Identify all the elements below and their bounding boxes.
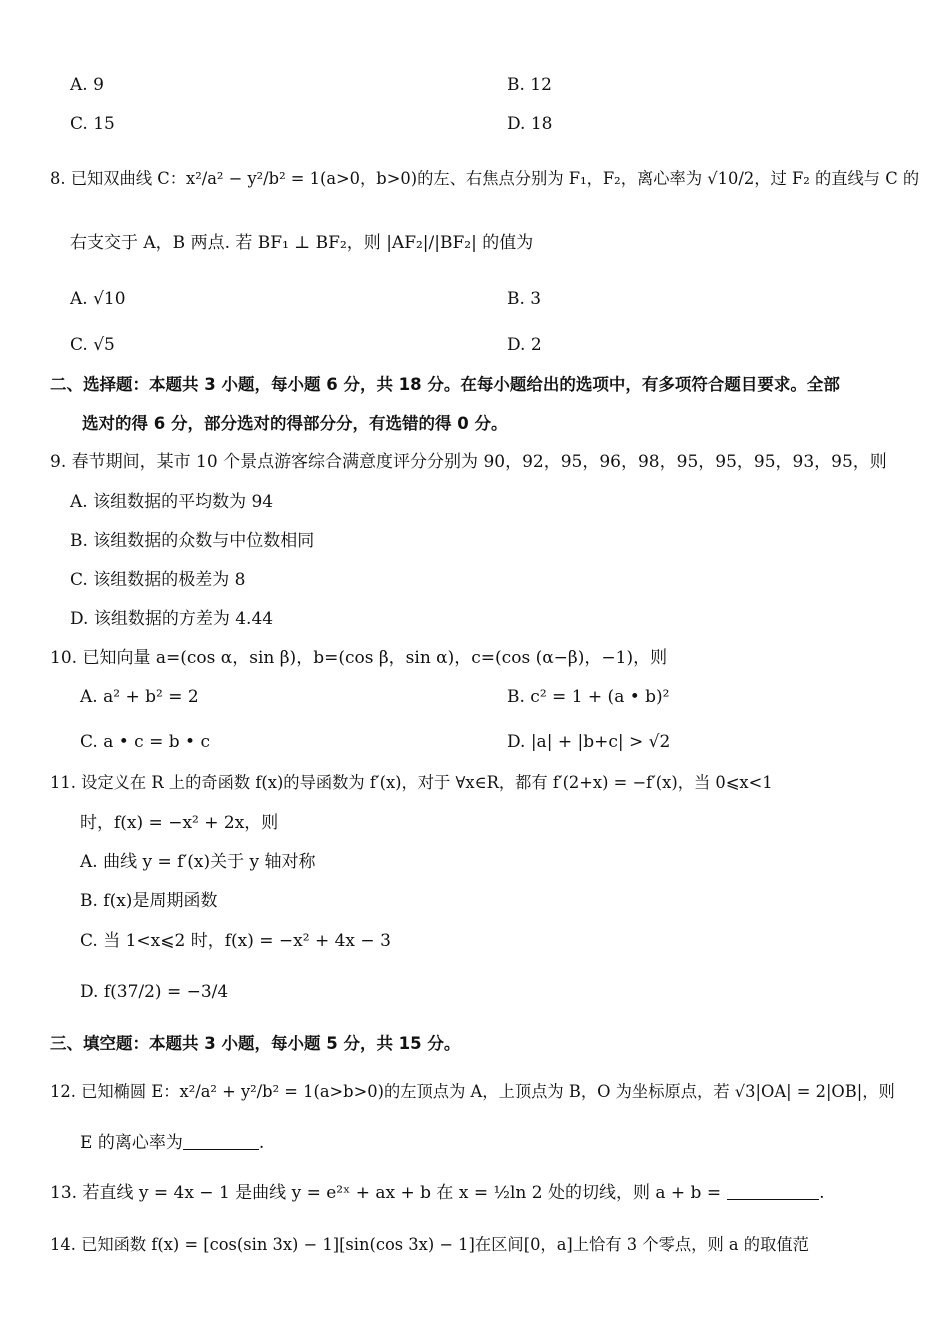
q11-option-c: C. 当 1<x⩽2 时，f(x) = −x² + 4x − 3 (80, 931, 391, 951)
q12-stem-line2 (80, 1130, 264, 1156)
q10-option-b: B. c² = 1 + (a • b)² (507, 687, 670, 707)
q9-option-a: A. 该组数据的平均数为 94 (70, 492, 274, 512)
q12-stem-text: E 的离心率为 (80, 1133, 183, 1153)
q11-option-d: D. f(37/2) = −3/4 (80, 982, 229, 1002)
q8-option-a: A. √10 (70, 289, 126, 309)
q8-stem-line2: 右支交于 A，B 两点. 若 BF₁ ⊥ BF₂，则 |AF₂|/|BF₂| 的值为 (70, 233, 534, 253)
q8-option-c: C. √5 (70, 335, 115, 355)
q9-option-b: B. 该组数据的众数与中位数相同 (70, 531, 315, 551)
section3-heading: 三、填空题：本题共 3 小题，每小题 5 分，共 15 分。 (50, 1034, 461, 1053)
section2-heading-line1: 二、选择题：本题共 3 小题，每小题 6 分，共 18 分。在每小题给出的选项中，有多项符合题目要求。全部 (50, 375, 840, 394)
q11-stem-line2: 时，f(x) = −x² + 2x，则 (80, 813, 279, 833)
q13-answer-blank[interactable] (727, 1183, 819, 1200)
q10-option-d: D. |a| + |b+c| > √2 (507, 732, 671, 752)
q7-option-b: B. 12 (507, 75, 552, 95)
q7-option-d: D. 18 (507, 114, 553, 134)
q14-stem: 14. 已知函数 f(x) = [cos(sin 3x) − 1][sin(cos 3x) − 1]在区间[0，a]上恰有 3 个零点，则 a 的取值范 (50, 1235, 809, 1254)
q8-stem-line1: 8. 已知双曲线 C：x²/a² − y²/b² = 1(a>0，b>0)的左、右焦点分别为 F₁，F₂，离心率为 √10/2，过 F₂ 的直线与 C 的 (50, 169, 920, 188)
q10-option-c: C. a • c = b • c (80, 732, 210, 752)
section2-heading-line2: 选对的得 6 分，部分选对的得部分分，有选错的得 0 分。 (82, 414, 508, 433)
q8-option-d: D. 2 (507, 335, 542, 355)
q11-option-b: B. f(x)是周期函数 (80, 891, 218, 911)
q7-option-a: A. 9 (70, 75, 104, 95)
q9-option-d: D. 该组数据的方差为 4.44 (70, 609, 274, 629)
q10-stem: 10. 已知向量 a=(cos α，sin β)，b=(cos β，sin α)，c=(cos (α−β)，−1)，则 (50, 648, 668, 668)
q11-stem-line1: 11. 设定义在 R 上的奇函数 f(x)的导函数为 f′(x)，对于 ∀x∈R，都有 f′(2+x) = −f′(x)，当 0⩽x<1 (50, 773, 773, 792)
q7-option-c: C. 15 (70, 114, 115, 134)
q12-end-mark: . (258, 1133, 265, 1153)
q9-stem: 9. 春节期间，某市 10 个景点游客综合满意度评分分别为 90，92，95，96，98，95，95，95，93，95，则 (50, 452, 887, 472)
q13-stem-line (50, 1180, 824, 1206)
q12-stem-line1: 12. 已知椭圆 E：x²/a² + y²/b² = 1(a>b>0)的左顶点为 A，上顶点为 B，O 为坐标原点，若 √3|OA| = 2|OB|，则 (50, 1082, 895, 1101)
q13-end-mark: . (819, 1183, 825, 1203)
q13-stem-text: 13. 若直线 y = 4x − 1 是曲线 y = e²ˣ + ax + b 在 x = ½ln 2 处的切线，则 a + b = (50, 1183, 722, 1203)
q9-option-c: C. 该组数据的极差为 8 (70, 570, 246, 590)
q11-option-a: A. 曲线 y = f′(x)关于 y 轴对称 (80, 852, 316, 872)
q8-option-b: B. 3 (507, 289, 542, 309)
q12-answer-blank[interactable] (183, 1133, 259, 1150)
q10-option-a: A. a² + b² = 2 (80, 687, 199, 707)
